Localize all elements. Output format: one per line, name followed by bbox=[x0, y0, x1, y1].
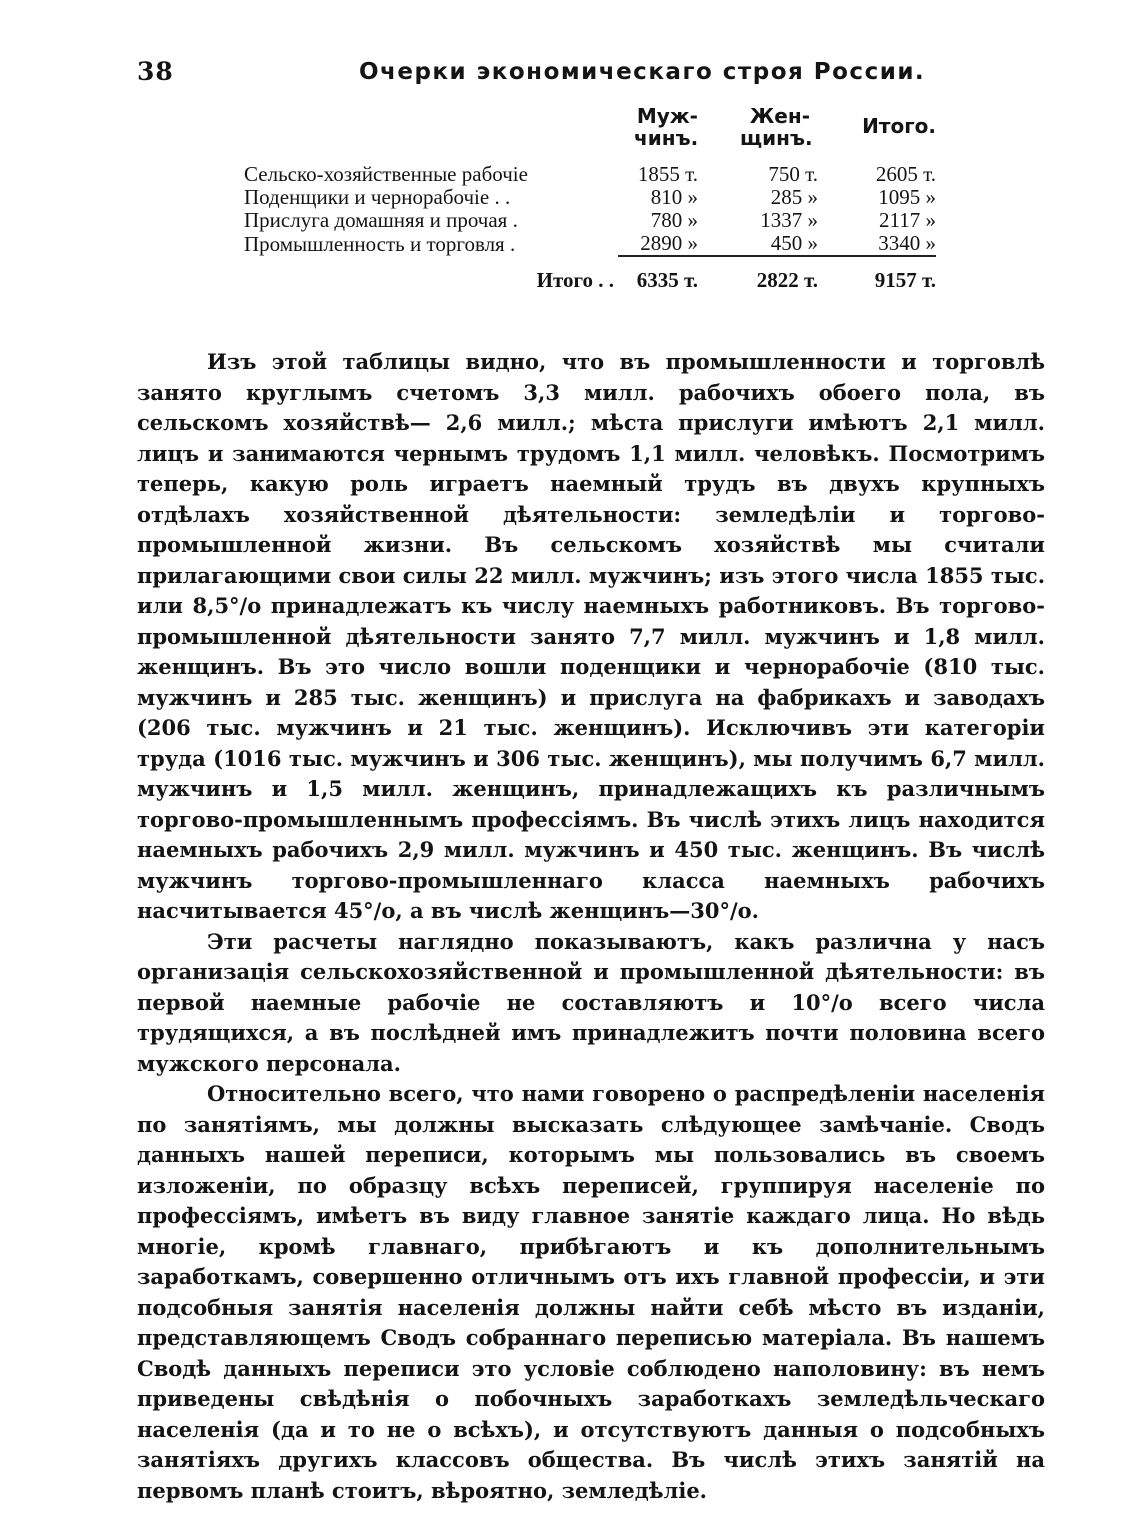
total-women: 2822 т. bbox=[756, 268, 818, 292]
paragraph: Изъ этой таблицы видно, что въ промышленности и торговлѣ занято круглымъ счетомъ 3,3 милл. рабочихъ обоего пола, въ сельскомъ хозяйствѣ— 2,6 милл.; мѣста прислуги имѣютъ 2,1 милл. лицъ и занимаются чернымъ трудомъ 1,1 милл. человѣкъ. Посмотримъ теперь, какую роль играетъ наемный трудъ въ двухъ крупныхъ отдѣлахъ хозяйственной дѣятельности: земледѣліи и торгово-промышленной жизни. Въ сельскомъ хозяйствѣ мы считали прилагающими свои силы 22 милл. мужчинъ; изъ этого числа 1855 тыс. или 8,5°/о принадлежатъ къ числу наемныхъ работниковъ. Въ торгово-промышленной дѣятельности занято 7,7 милл. мужчинъ и 1,8 милл. женщинъ. Въ это число вошли поденщики и чернорабочіе (810 тыс. мужчинъ и 285 тыс. женщинъ) и прислуга на фабрикахъ и заводахъ (206 тыс. мужчинъ и 21 тыс. женщинъ). Исключивъ эти категоріи труда (1016 тыс. мужчинъ и 306 тыс. женщинъ), мы получимъ 6,7 милл. мужчинъ и 1,5 милл. женщинъ, принадлежащихъ къ различнымъ торгово-промышленнымъ профессіямъ. Въ числѣ этихъ лицъ находится наемныхъ рабочихъ 2,9 милл. мужчинъ и 450 тыс. женщинъ. Въ числѣ мужчинъ торгово-промышленнаго класса наемныхъ рабочихъ насчитывается 45°/о, а въ числѣ женщинъ—30°/о. bbox=[137, 349, 1046, 923]
row-men: 780 » bbox=[650, 208, 698, 232]
header-women bbox=[698, 105, 818, 163]
running-title: Очерки экономическаго строя России. bbox=[359, 59, 926, 85]
row-women: 450 » bbox=[770, 231, 818, 255]
row-total: 2605 т. bbox=[875, 162, 936, 186]
row-men: 2890 » bbox=[640, 231, 698, 255]
body-text bbox=[137, 347, 1045, 1506]
paragraph: Эти расчеты наглядно показываютъ, какъ различна у насъ организація сельскохозяйственной и промышленной дѣятельности: въ первой наемные рабочіе не составляютъ и 10°/о всего числа трудящихся, а въ послѣдней имъ принадлежитъ почти половина всего мужского персонала. bbox=[137, 928, 1045, 1076]
row-women: 750 т. bbox=[768, 162, 818, 186]
header-category bbox=[244, 105, 618, 163]
header-men-label: Муж- чинъ. bbox=[634, 104, 699, 150]
header-total-label: Итого. bbox=[862, 114, 936, 138]
occupation-table bbox=[244, 105, 936, 292]
table-row bbox=[244, 163, 936, 186]
row-women: 285 » bbox=[770, 185, 818, 209]
header-men bbox=[618, 105, 698, 163]
total-total: 9157 т. bbox=[874, 268, 936, 292]
row-label: Промышленность и торговля . bbox=[244, 231, 516, 256]
row-total: 1095 » bbox=[878, 185, 936, 209]
row-total: 2117 » bbox=[879, 208, 936, 232]
row-label: Поденщики и чернорабочіе . . bbox=[244, 185, 511, 209]
row-men: 810 » bbox=[650, 185, 698, 209]
header-total bbox=[818, 105, 936, 163]
row-label: Сельско-хозяйственные рабочіе bbox=[244, 162, 528, 186]
page-number: 38 bbox=[137, 57, 174, 86]
table-row bbox=[244, 232, 936, 256]
row-label: Прислуга домашняя и прочая . bbox=[244, 208, 518, 232]
table-total-row bbox=[244, 269, 936, 292]
row-men: 1855 т. bbox=[637, 162, 698, 186]
total-men: 6335 т. bbox=[636, 268, 698, 292]
table-header-row bbox=[244, 105, 936, 163]
paragraph: Относительно всего, что нами говорено о распредѣленіи населенія по занятіямъ, мы должны высказать слѣдующее замѣчаніе. Сводъ данныхъ нашей переписи, которымъ мы пользовались въ своемъ изложеніи, по образцу всѣхъ переписей, группируя населеніе по профессіямъ, имѣетъ въ виду главное занятіе каждаго лица. Но вѣдь многіе, кромѣ главнаго, прибѣгаютъ и къ дополнительнымъ заработкамъ, совершенно отличнымъ отъ ихъ главной профессіи, и эти подсобныя занятія населенія должны найти себѣ мѣсто въ изданіи, представляющемъ Сводъ собраннаго переписью матеріала. Въ нашемъ Сводѣ данныхъ переписи это условіе соблюдено наполовину: въ немъ приведены свѣдѣнія о побочныхъ заработкахъ земледѣльческаго населенія (да и то не о всѣхъ), и отсутствуютъ данныя о подсобныхъ занятіяхъ другихъ классовъ общества. Въ числѣ этихъ занятій на первомъ планѣ стоитъ, вѣроятно, земледѣліе. bbox=[137, 1081, 1045, 1503]
row-total: 3340 » bbox=[878, 231, 936, 255]
header-women-label: Жен- щинъ. bbox=[740, 104, 813, 150]
page-header bbox=[137, 57, 977, 91]
total-label: Итого . . bbox=[536, 268, 614, 292]
table-row bbox=[244, 186, 936, 209]
table-row bbox=[244, 209, 936, 232]
row-women: 1337 » bbox=[760, 208, 818, 232]
